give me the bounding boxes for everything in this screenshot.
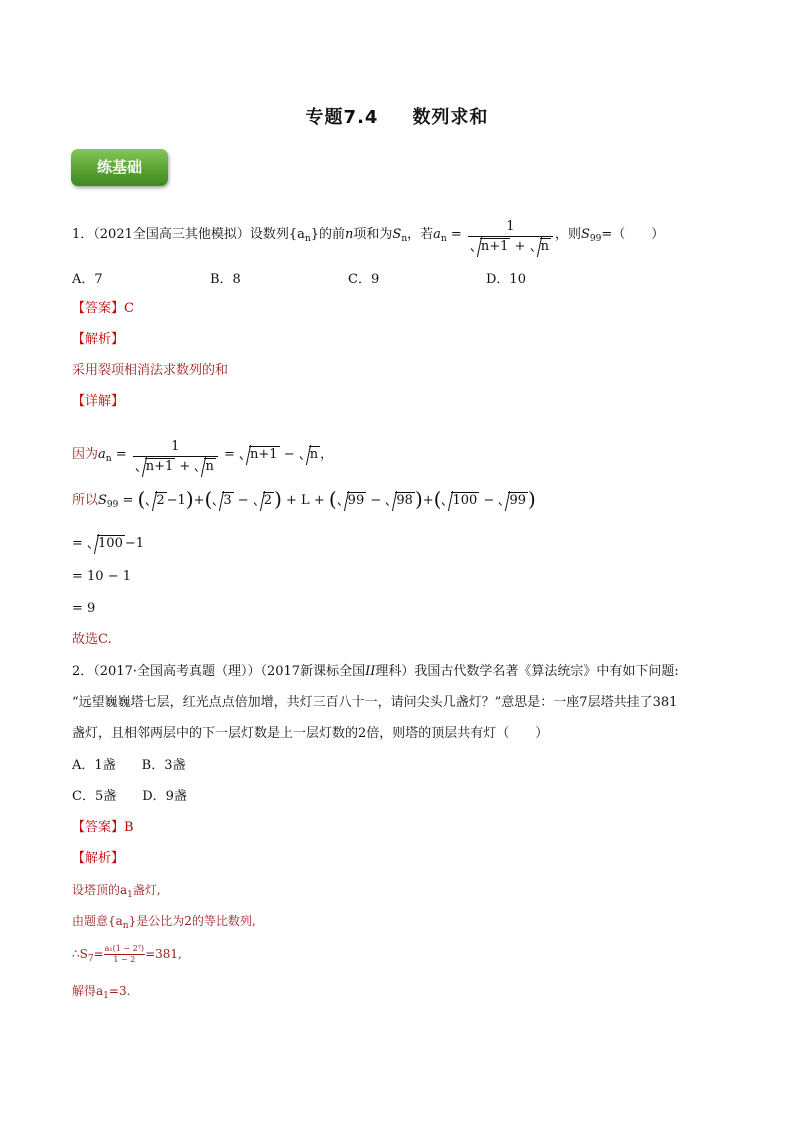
because-text: 因为 [72,447,99,462]
page-title [0,103,794,129]
q2-number: 2． [72,664,94,679]
frac-num: a₁(1 − 2⁷) [104,944,145,953]
radicand: n+1 [145,459,174,474]
q1-number: 1． [72,227,94,242]
radicand: 99 [347,493,365,508]
paren-open: ( [204,487,213,511]
q2-option-a: A．1盏 [72,758,116,773]
var-a: a [98,447,106,462]
equals: = [446,227,466,242]
sol-text: 由题意{a [72,914,123,928]
sqrt-sign [146,491,166,511]
equals: = [219,447,240,462]
q1-option-b: B．8 [210,272,241,287]
radicand: n [205,459,214,474]
q1-text: ，则 [554,227,581,242]
q2-solution-1 [72,880,161,900]
var-a-sub: n [440,234,447,244]
equals: = [111,447,131,462]
seq-sub: n [304,234,311,244]
q2-source2: 理科）我国古代数学名著《算法统宗》中有如下问题: [375,664,679,679]
sol-sub: n [122,921,129,931]
q2-options-row2 [72,787,187,807]
var-a-sub: n [105,454,112,464]
radicand: 3 [223,493,232,508]
sqrt-sign [254,491,274,511]
sol-text: 设塔顶的a [72,883,128,897]
paren-open: ( [137,487,146,511]
q1-text: ，若 [407,227,434,242]
q1-detail-label: 【详解】 [72,394,125,409]
radicand: n [309,447,319,462]
answer-value: B [124,820,134,835]
sol-sub: 7 [87,954,94,964]
q1-step3: = 9 [72,601,96,616]
frac-den [468,236,553,257]
q1-step1: = 100 −1 [72,534,144,554]
sqrt-sign [240,445,280,465]
plus: + [175,459,195,474]
q1-step2: = 10 − 1 [72,569,131,584]
q2-option-c: C．5盏 [72,789,117,804]
paren-close: ) [274,487,282,511]
minus: − [279,447,299,462]
sqrt-sign [88,534,125,554]
title-number: 专题7.4 [305,107,379,128]
q1-because-line [72,438,333,477]
q1-fraction [468,218,553,257]
comma: ， [320,447,334,462]
step1-rest: −1 [124,536,145,551]
frac-num: 1 [506,219,515,234]
sol-text: }是公比为2的等比数列, [128,914,256,928]
sqrt-sign [300,445,320,465]
seq-end: } [310,227,319,242]
q1-sum-line [72,489,536,511]
q1-stem [72,218,664,257]
radicand: 99 [509,493,527,508]
sqrt-sign [195,457,215,477]
sol-text: =381, [145,947,182,961]
sqrt-sign [442,491,479,511]
q2-source: （2017·全国高考真题（理））（2017新课标全国 [93,664,366,679]
q1-answer [72,299,134,319]
radicand: n [540,239,549,254]
q2-stem-line2: “远望巍巍塔七层，红光点点倍加增，共灯三百八十一，请问尖头几盏灯？”意思是：一座7层塔共挂了381 [72,695,678,710]
term: −1 [166,493,186,508]
paren-close: ) [414,487,423,511]
q1-analysis-label: 【解析】 [72,332,125,347]
seq-a: {a [288,227,305,242]
sol-sub: 1 [103,991,109,1001]
q1-text: 项和为 [353,227,393,242]
var-S99-sub: 99 [106,500,119,510]
sqrt-sign [213,491,233,511]
var-a: a [433,227,441,242]
section-badge: 练基础 [71,149,168,186]
var-S99-sub: 99 [589,234,602,244]
sqrt-sign [499,491,528,511]
title-topic: 数列求和 [412,107,489,128]
sum-fraction [104,944,145,965]
radicand: 100 [452,493,478,508]
q1-source: （2021全国高三其他模拟） [93,227,250,242]
q1-seq [289,227,319,242]
var-n: n [345,227,354,242]
q1-text: 设数列 [249,227,289,242]
radicand: 98 [396,493,413,508]
roman-numeral: II [365,664,376,679]
sqrt-sign [471,237,511,257]
q1-conclusion: 故选C. [72,632,112,647]
q1-option-c: C．9 [348,272,380,287]
q2-stem-line1 [72,662,679,682]
ellipsis: + L + [286,493,325,508]
frac-num: 1 [171,439,180,454]
sol-sub: 1 [127,890,133,900]
radicand: n+1 [480,239,509,254]
radicand: 100 [98,536,123,551]
answer-label: 【答案】 [72,301,125,316]
sol-text: 盏灯, [132,883,161,897]
q2-stem-line3: 盏灯，且相邻两层中的下一层灯数是上一层灯数的2倍，则塔的顶层共有灯（ ） [72,726,549,741]
sol-text: 解得a [72,984,104,998]
q1-option-d: D．10 [486,272,526,287]
var-S: S [392,227,402,242]
q2-options-row1 [72,756,186,776]
q1-text: 的前 [319,227,346,242]
so-text: 所以 [72,493,99,508]
radicand: 2 [156,493,165,508]
q2-analysis-label: 【解析】 [72,851,125,866]
equals: = [118,493,138,508]
var-S99: S [98,493,107,508]
paren-close: ) [185,487,194,511]
q1-option-a: A．7 [72,272,103,287]
q2-solution-3 [72,944,182,965]
frac-den [133,456,218,477]
q2-option-b: B．3盏 [141,758,186,773]
q2-solution-2 [72,911,256,931]
q2-solution-4 [72,981,130,1001]
equals: = [93,947,104,961]
radicand: n+1 [250,447,278,462]
q2-option-d: D．9盏 [142,789,187,804]
answer-value: C [124,301,134,316]
frac-den: 1 − 2 [104,954,145,965]
sqrt-sign [338,491,367,511]
sqrt-sign [386,491,415,511]
answer-label: 【答案】 [72,820,125,835]
plus: + [510,239,530,254]
paren-close: ) [528,487,536,511]
detail-fraction [133,438,218,477]
sum-expression: $S_{99}$ = ( 2 −1)+( 3 − 2 ) + L + ( 99 − 98 )+( 100 − 99 ) [98,487,536,511]
sol-text: ∴S [72,947,88,961]
sqrt-sign [136,457,176,477]
radicand: 2 [263,493,273,508]
sol-text: =3. [108,984,131,998]
paren-open: ( [433,487,442,511]
q1-analysis: 采用裂项相消法求数列的和 [72,363,229,378]
paren-open: ( [328,487,337,511]
q2-answer [72,818,134,838]
sqrt-sign [531,237,551,257]
var-S-sub: n [401,234,408,244]
var-S99: S [580,227,590,242]
q1-blank: =（ ） [601,227,665,242]
